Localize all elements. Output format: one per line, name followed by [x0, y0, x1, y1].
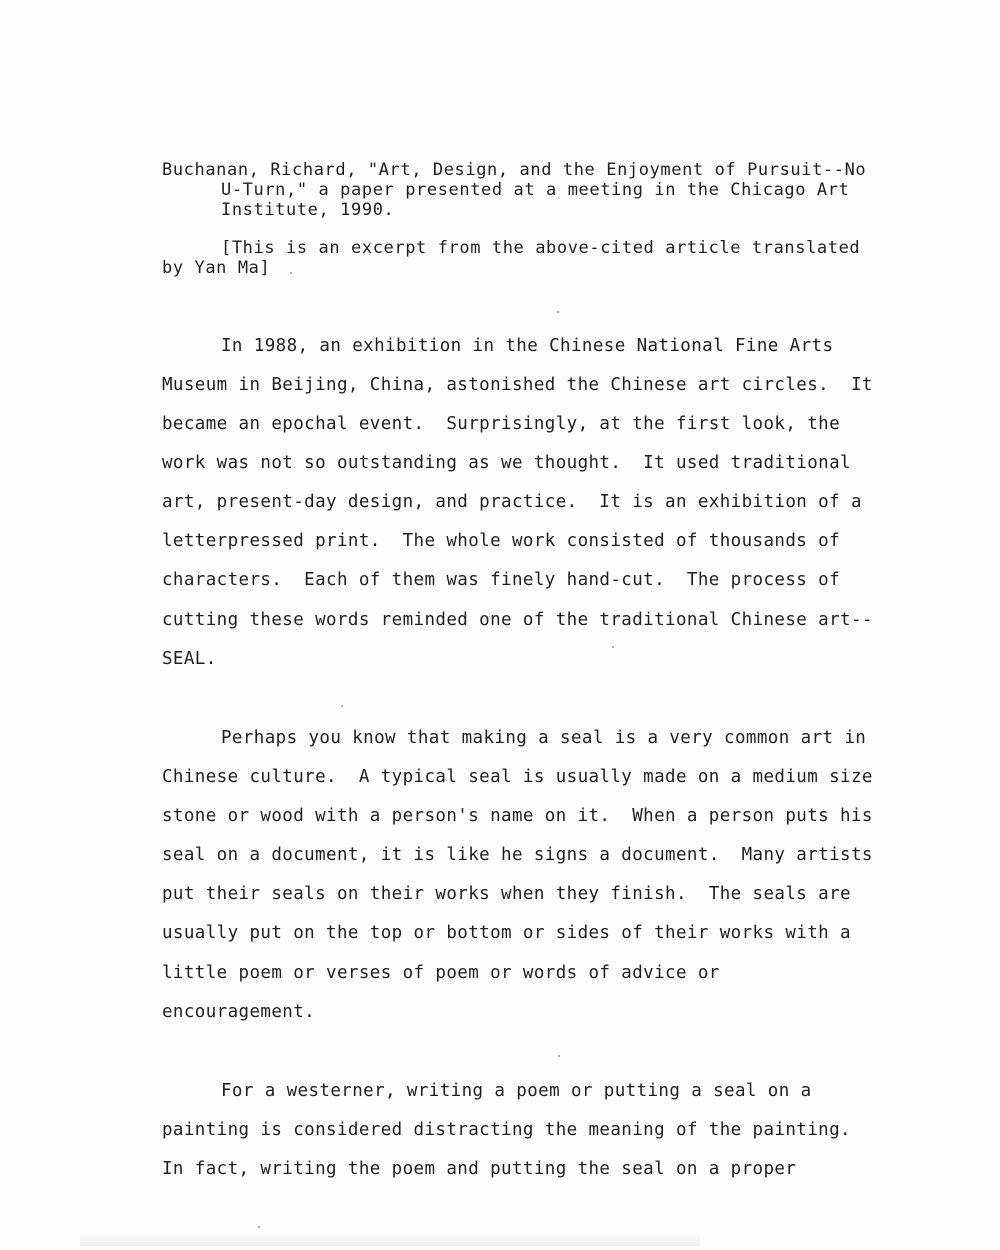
- paragraph-line: work was not so outstanding as we thought. It used traditional: [162, 453, 851, 473]
- citation-line-2: U-Turn," a paper presented at a meeting in the Chicago Art: [221, 180, 850, 200]
- scan-speck: [612, 646, 614, 648]
- paragraph-line: cutting these words reminded one of the traditional Chinese art--: [162, 610, 873, 630]
- scan-speck: [258, 1226, 260, 1228]
- paragraph-line: For a westerner, writing a poem or putting a seal on a: [221, 1081, 812, 1101]
- paragraph-line: seal on a document, it is like he signs a document. Many artists: [162, 845, 873, 865]
- paragraph-line: Perhaps you know that making a seal is a very common art in: [221, 728, 867, 748]
- paragraph-line: put their seals on their works when they finish. The seals are: [162, 884, 851, 904]
- citation-line-1: Buchanan, Richard, "Art, Design, and the Enjoyment of Pursuit--No: [162, 160, 867, 180]
- translator-note-line-1: [This is an excerpt from the above-cited article translated: [221, 238, 861, 258]
- paragraph-line: Museum in Beijing, China, astonished the Chinese art circles. It: [162, 375, 873, 395]
- paragraph-line: encouragement.: [162, 1002, 316, 1022]
- paragraph-line: characters. Each of them was finely hand-cut. The process of: [162, 570, 841, 590]
- paragraph-line: painting is considered distracting the meaning of the painting.: [162, 1120, 851, 1140]
- scan-speck: [341, 705, 343, 707]
- scan-shadow: [80, 1232, 700, 1246]
- paragraph-line: In 1988, an exhibition in the Chinese National Fine Arts: [221, 336, 834, 356]
- paragraph-line: Chinese culture. A typical seal is usually made on a medium size: [162, 767, 873, 787]
- scan-speck: [557, 311, 559, 313]
- paragraph-line: little poem or verses of poem or words of advice or: [162, 963, 720, 983]
- citation-line-3: Institute, 1990.: [221, 200, 395, 220]
- paragraph-line: became an epochal event. Surprisingly, at the first look, the: [162, 414, 841, 434]
- paragraph-line: SEAL.: [162, 649, 217, 669]
- paragraph-line: letterpressed print. The whole work consisted of thousands of: [162, 531, 841, 551]
- paragraph-line: In fact, writing the poem and putting the seal on a proper: [162, 1159, 797, 1179]
- paragraph-line: stone or wood with a person's name on it. When a person puts his: [162, 806, 873, 826]
- scan-speck: [558, 1055, 560, 1057]
- scan-speck: [290, 272, 292, 274]
- paragraph-line: usually put on the top or bottom or sides of their works with a: [162, 923, 851, 943]
- translator-note-line-2: by Yan Ma]: [162, 258, 271, 278]
- paragraph-line: art, present-day design, and practice. It is an exhibition of a: [162, 492, 862, 512]
